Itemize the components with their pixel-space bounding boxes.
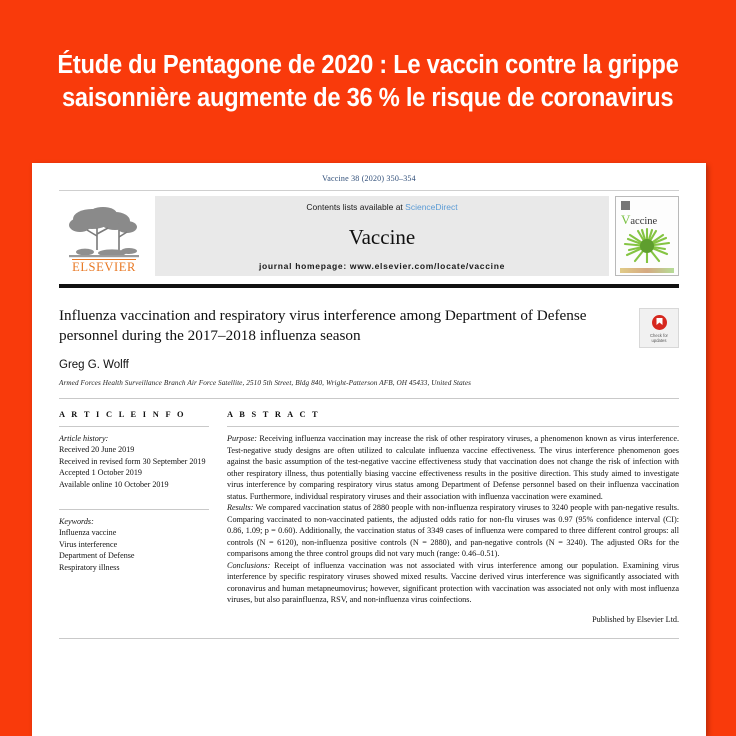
headline-banner bbox=[0, 0, 736, 163]
keyword-item: Virus interference bbox=[59, 539, 118, 549]
article-title: Influenza vaccination and respiratory virus interference among Department of Defense personnel during the 2017–2018 influenza season bbox=[59, 307, 587, 344]
abstract-conclusions bbox=[227, 560, 679, 606]
header-body-divider bbox=[59, 398, 679, 399]
article-history-item: Received in revised form 30 September 2019 bbox=[59, 456, 206, 466]
keywords-label: Keywords: bbox=[59, 517, 94, 527]
abstract-conclusions-label: Conclusions: bbox=[227, 560, 271, 570]
paper-page bbox=[32, 163, 706, 736]
cover-footer-strip bbox=[620, 268, 674, 273]
journal-homepage-link[interactable]: journal homepage: www.elsevier.com/locate/vaccine bbox=[258, 261, 506, 271]
article-info-rule bbox=[59, 426, 209, 427]
published-by: Published by Elsevier Ltd. bbox=[592, 614, 679, 624]
keyword-item: Influenza vaccine bbox=[59, 528, 117, 538]
masthead-divider bbox=[59, 284, 679, 288]
journal-cover-thumbnail[interactable] bbox=[615, 196, 679, 276]
keyword-item: Department of Defense bbox=[59, 551, 135, 561]
abstract-results-text: We compared vaccination status of 2880 people with non-influenza respiratory viruses to 3240 people with pan-negative results. Comparing vaccinated to non-vaccinated patients, the adjusted odds ratio for non-flu viruses was 0.97 (95% confidence interval (CI): 0.86, 1.09; p = 0.60). Additionally, the vaccination status of 3349 cases of influenza were compared to three different control groups: all controls (N = 6120), non-influenza positive controls (N = 2880), and pan-negative controls (N = 3240). The adjusted ORs for the comparisons among the three control groups did not vary much (range: 0.46–0.51). bbox=[227, 503, 679, 558]
abstract-column bbox=[227, 410, 679, 624]
article-body bbox=[59, 410, 679, 624]
contents-lists-line bbox=[306, 202, 457, 212]
headline-line-2: saisonnière augmente de 36 % le risque de coronavirus bbox=[62, 83, 674, 112]
abstract-results-label: Results: bbox=[227, 503, 254, 512]
article-history-label: Article history: bbox=[59, 434, 109, 443]
abstract-heading: A B S T R A C T bbox=[227, 410, 320, 419]
title-block bbox=[59, 306, 679, 348]
info-spacer bbox=[59, 490, 209, 502]
article-history-item: Accepted 1 October 2019 bbox=[59, 468, 142, 478]
article-history-item: Received 20 June 2019 bbox=[59, 445, 135, 455]
journal-masthead bbox=[59, 190, 679, 276]
journal-title: Vaccine bbox=[348, 224, 416, 249]
article-history-item: Available online 10 October 2019 bbox=[59, 479, 169, 489]
body-footer-divider bbox=[59, 638, 679, 639]
elsevier-wordmark: ELSEVIER bbox=[72, 260, 136, 274]
cover-journal-title: Vaccine bbox=[621, 212, 658, 227]
virus-illustration-icon bbox=[622, 227, 672, 263]
sciencedirect-link[interactable]: ScienceDirect bbox=[405, 202, 458, 212]
elsevier-logo bbox=[59, 196, 149, 276]
cover-publisher-icon bbox=[621, 201, 630, 210]
author-name: Greg G. Wolff bbox=[59, 359, 129, 371]
elsevier-tree-icon bbox=[67, 206, 141, 258]
keywords-rule bbox=[59, 509, 209, 510]
abstract-rule bbox=[227, 426, 679, 427]
abstract-purpose-label: Purpose: bbox=[227, 434, 258, 443]
running-head: Vaccine 38 (2020) 350–354 bbox=[322, 174, 416, 183]
crossmark-label bbox=[650, 333, 668, 343]
article-info-heading: A R T I C L E I N F O bbox=[59, 410, 186, 419]
crossmark-label-line1: Check for bbox=[650, 332, 668, 338]
abstract-conclusions-text: Receipt of influenza vaccination was not associated with virus interference among our population. Examining virus interference by specific respiratory viruses showed mixed results. Vaccine derived virus interference was significantly associated with coronavirus and human metapneumovirus; however, significant protection with vaccination was associated not only with most influenza viruses, but also parainfluenza, RSV, and non-influenza virus coinfections. bbox=[227, 560, 679, 604]
cover-journal-title-rest: accine bbox=[630, 216, 658, 227]
keyword-item: Respiratory illness bbox=[59, 562, 120, 572]
masthead-center-panel bbox=[155, 196, 609, 276]
crossmark-badge[interactable] bbox=[639, 308, 679, 348]
abstract-purpose bbox=[227, 433, 679, 502]
article-info-column bbox=[59, 410, 227, 624]
abstract-results bbox=[227, 502, 679, 560]
headline-line-1: Étude du Pentagone de 2020 : Le vaccin contre la grippe bbox=[57, 50, 679, 79]
abstract-purpose-text: Receiving influenza vaccination may increase the risk of other respiratory viruses, a phenomenon known as virus interference. Test-negative study designs are often utilized to calculate influenza vaccine effectiveness. The virus interference phenomenon goes against the basic assumption of the test-negative vaccine effectiveness study that vaccination does not change the risk of infection with other respiratory illness, thus potentially biasing vaccine effectiveness results in the positive direction. This study aimed to investigate virus interference by comparing respiratory virus status among Department of Defense personnel based on their influenza vaccination status. Furthermore, individual respiratory viruses and their association with influenza vaccination were examined. bbox=[227, 434, 679, 501]
crossmark-label-line2: updates bbox=[651, 337, 667, 343]
crossmark-icon bbox=[651, 314, 668, 331]
author-affiliation: Armed Forces Health Surveillance Branch Air Force Satellite, 2510 5th Street, Bldg 840, Wright-Patterson AFB, OH 45433, United States bbox=[59, 379, 472, 387]
contents-lists-prefix: Contents lists available at bbox=[306, 202, 406, 212]
